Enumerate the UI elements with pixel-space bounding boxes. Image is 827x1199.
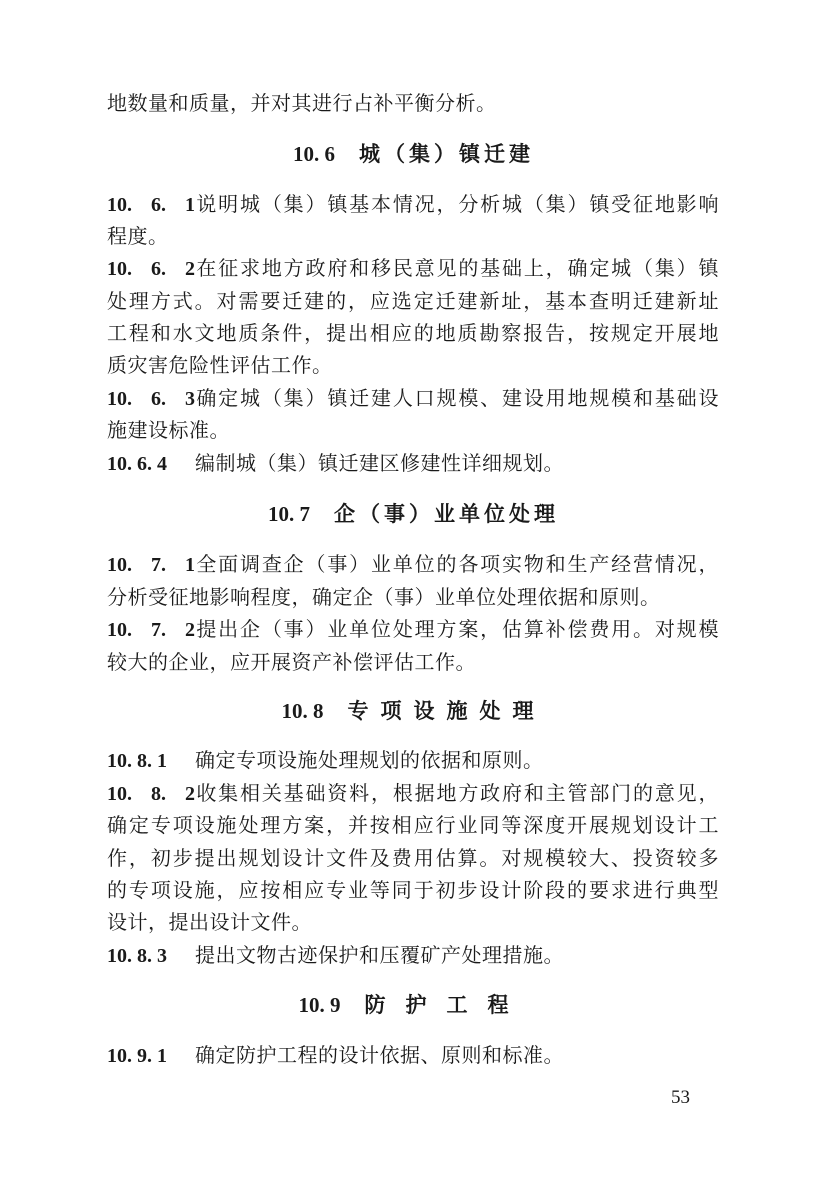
section-number: 10. 9 — [298, 993, 341, 1017]
paragraph-line: 地数量和质量，并对其进行占补平衡分析。 — [107, 91, 497, 115]
clause-number: 10. 6. 1 — [107, 194, 195, 216]
section-number: 10. 6 — [293, 142, 335, 166]
clause-10-6-4: 10. 6. 4 编制城（集）镇迁建区修建性详细规划。 — [107, 448, 564, 479]
paragraph-line: 程度。 — [107, 224, 169, 248]
paragraph-line: 确定专项设施处理方案，并按相应行业同等深度开展规划设计工 — [107, 813, 719, 837]
clause-10-6-1: 10. 6. 1说明城（集）镇基本情况，分析城（集）镇受征地影响 — [107, 189, 719, 220]
clause-number: 10. 7. 2 — [107, 619, 195, 641]
paragraph-line: 设计，提出设计文件。 — [107, 910, 312, 934]
clause-10-8-1: 10. 8. 1 确定专项设施处理规划的依据和原则。 — [107, 745, 544, 776]
section-title: 企（事）业单位处理 — [334, 501, 559, 526]
clause-10-9-1: 10. 9. 1 确定防护工程的设计依据、原则和标准。 — [107, 1040, 564, 1071]
page-number: 53 — [671, 1087, 690, 1108]
clause-number: 10. 6. 4 — [107, 453, 167, 475]
clause-number: 10. 8. 2 — [107, 783, 195, 805]
clause-10-8-2: 10. 8. 2收集相关基础资料，根据地方政府和主管部门的意见， — [107, 778, 719, 809]
paragraph-line: 作，初步提出规划设计文件及费用估算。对规模较大、投资较多 — [107, 846, 719, 870]
clause-number: 10. 6. 3 — [107, 388, 195, 410]
clause-10-7-1: 10. 7. 1全面调查企（事）业单位的各项实物和生产经营情况， — [107, 549, 719, 580]
clause-number: 10. 8. 1 — [107, 750, 167, 772]
section-title: 防护工程 — [364, 992, 529, 1017]
paragraph-line: 分析受征地影响程度，确定企（事）业单位处理依据和原则。 — [107, 585, 661, 609]
section-heading-10-6 — [0, 138, 827, 170]
paragraph-line: 处理方式。对需要迁建的，应选定迁建新址，基本查明迁建新址 — [107, 289, 719, 313]
paragraph-line: 较大的企业，应开展资产补偿评估工作。 — [107, 650, 476, 674]
clause-number: 10. 6. 2 — [107, 258, 195, 280]
paragraph-line: 的专项设施，应按相应专业等同于初步设计阶段的要求进行典型 — [107, 878, 719, 902]
section-title: 城（集）镇迁建 — [359, 141, 534, 166]
paragraph-line: 施建设标准。 — [107, 418, 230, 442]
section-heading-10-8 — [0, 695, 827, 727]
section-title: 专项设施处理 — [347, 698, 546, 723]
section-heading-10-9 — [0, 989, 827, 1021]
paragraph-line: 质灾害危险性评估工作。 — [107, 353, 333, 377]
section-number: 10. 7 — [268, 502, 310, 526]
clause-number: 10. 8. 3 — [107, 945, 167, 967]
clause-10-8-3: 10. 8. 3 提出文物古迹保护和压覆矿产处理措施。 — [107, 940, 564, 971]
clause-number: 10. 9. 1 — [107, 1045, 167, 1067]
clause-10-6-3: 10. 6. 3确定城（集）镇迁建人口规模、建设用地规模和基础设 — [107, 383, 719, 414]
paragraph-line: 工程和水文地质条件，提出相应的地质勘察报告，按规定开展地 — [107, 321, 719, 345]
clause-10-6-2: 10. 6. 2在征求地方政府和移民意见的基础上，确定城（集）镇 — [107, 253, 719, 284]
clause-10-7-2: 10. 7. 2提出企（事）业单位处理方案，估算补偿费用。对规模 — [107, 614, 719, 645]
section-number: 10. 8 — [281, 699, 324, 723]
section-heading-10-7 — [0, 498, 827, 530]
clause-number: 10. 7. 1 — [107, 554, 195, 576]
